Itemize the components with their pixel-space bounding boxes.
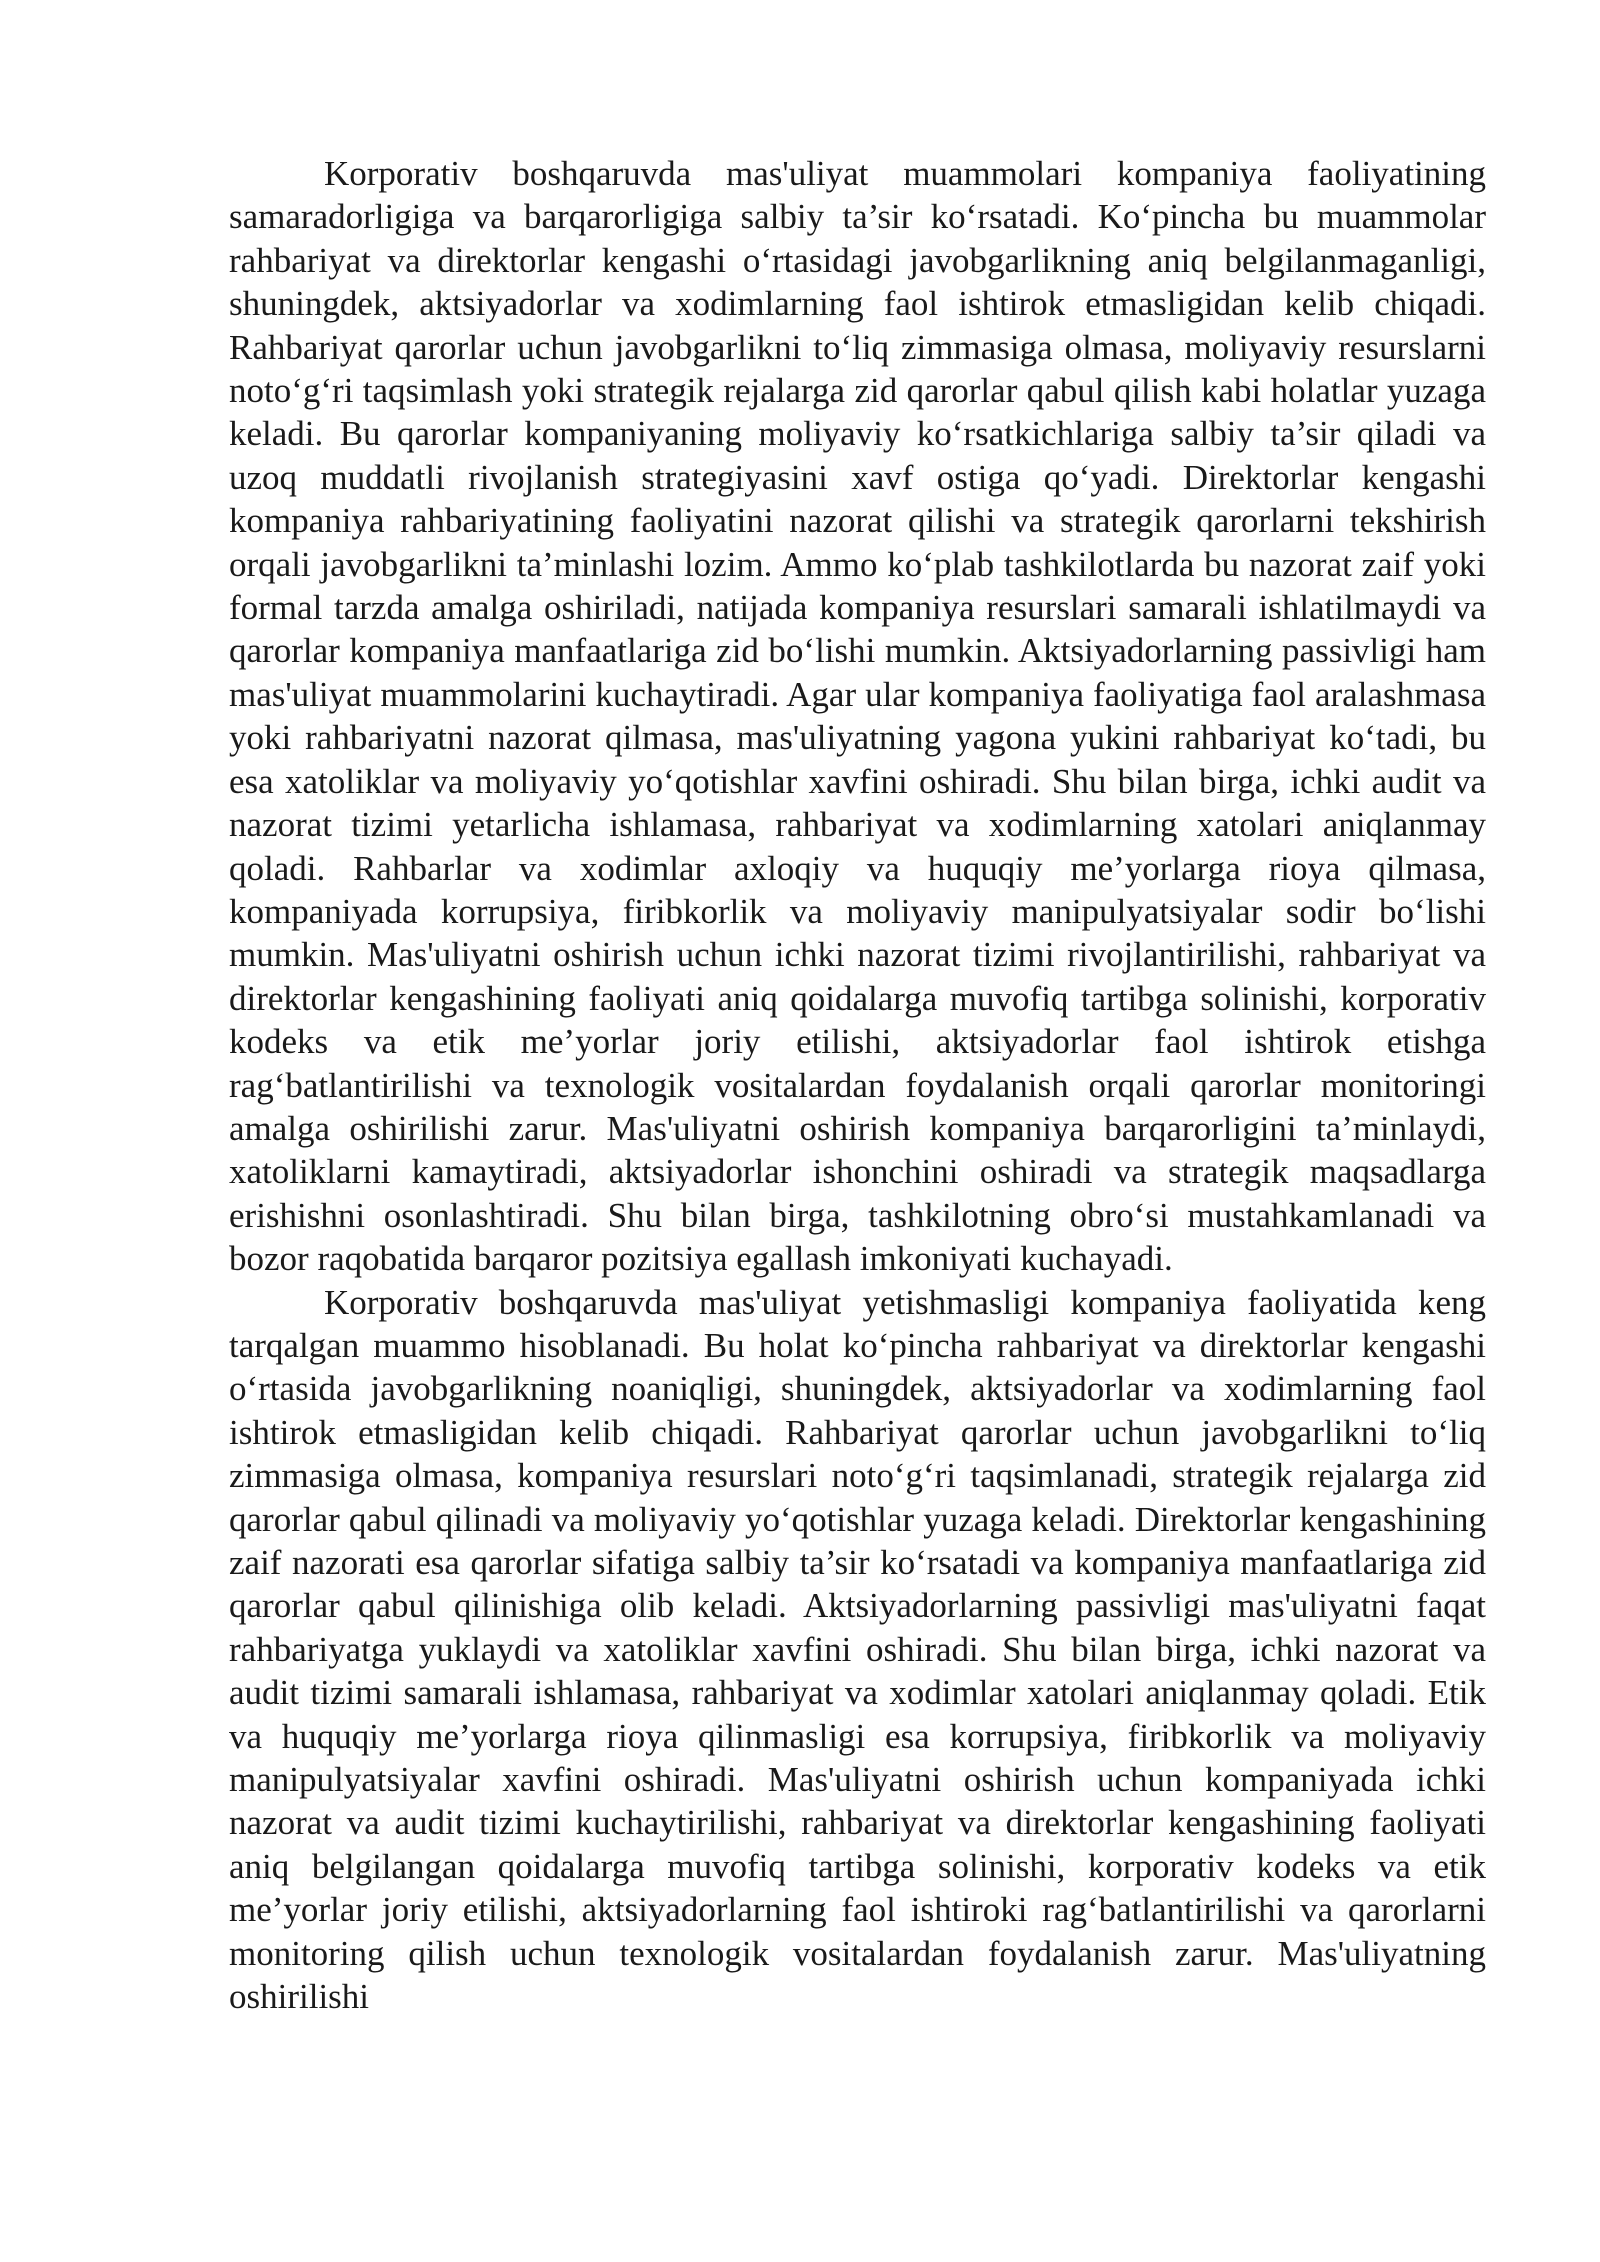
paragraph-1: Korporativ boshqaruvda mas'uliyat muammolari kompaniya faoliyatining samaradorligiga va barqarorligiga salbiy ta’sir ko‘rsatadi. Ko‘pincha bu muammolar rahbariyat va direktorlar kengashi o‘rtasidagi javobgarlikning aniq belgilanmaganligi, shuningdek, aktsiyadorlar va xodimlarning faol ishtirok etmasligidan kelib chiqadi. Rahbariyat qarorlar uchun javobgarlikni to‘liq zimmasiga olmasa, moliyaviy resurslarni noto‘g‘ri taqsimlash yoki strategik rejalarga zid qarorlar qabul qilish kabi holatlar yuzaga keladi. Bu qarorlar kompaniyaning moliyaviy ko‘rsatkichlariga salbiy ta’sir qiladi va uzoq muddatli rivojlanish strategiyasini xavf ostiga qo‘yadi. Direktorlar kengashi kompaniya rahbariyatining faoliyatini nazorat qilishi va strategik qarorlarni tekshirish orqali javobgarlikni ta’minlashi lozim. Ammo ko‘plab tashkilotlarda bu nazorat zaif yoki formal tarzda amalga oshiriladi, natijada kompaniya resurslari samarali ishlatilmaydi va qarorlar kompaniya manfaatlariga zid bo‘lishi mumkin. Aktsiyadorlarning passivligi ham mas'uliyat muammolarini kuchaytiradi. Agar ular kompaniya faoliyatiga faol aralashmasa yoki rahbariyatni nazorat qilmasa, mas'uliyatning yagona yukini rahbariyat ko‘tadi, bu esa xatoliklar va moliyaviy yo‘qotishlar xavfini oshiradi. Shu bilan birga, ichki audit va nazorat tizimi yetarlicha ishlamasa, rahbariyat va xodimlarning xatolari aniqlanmay qoladi. Rahbarlar va xodimlar axloqiy va huquqiy me’yorlarga rioya qilmasa, kompaniyada korrupsiya, firibkorlik va moliyaviy manipulyatsiyalar sodir bo‘lishi mumkin. Mas'uliyatni oshirish uchun ichki nazorat tizimi rivojlantirilishi, rahbariyat va direktorlar kengashining faoliyati aniq qoidalarga muvofiq tartibga solinishi, korporativ kodeks va etik me’yorlar joriy etilishi, aktsiyadorlar faol ishtirok etishga rag‘batlantirilishi va texnologik vositalardan foydalanish orqali qarorlar monitoringi amalga oshirilishi zarur. Mas'uliyatni oshirish kompaniya barqarorligini ta’minlaydi, xatoliklarni kamaytiradi, aktsiyadorlar ishonchini oshiradi va strategik maqsadlarga erishishni osonlashtiradi. Shu bilan birga, tashkilotning obro‘si mustahkamlanadi va bozor raqobatida barqaror pozitsiya egallash imkoniyati kuchayadi. bbox=[229, 154, 1486, 1279]
paragraph-2: Korporativ boshqaruvda mas'uliyat yetishmasligi kompaniya faoliyatida keng tarqalgan muammo hisoblanadi. Bu holat ko‘pincha rahbariyat va direktorlar kengashi o‘rtasida javobgarlikning noaniqligi, shuningdek, aktsiyadorlar va xodimlarning faol ishtirok etmasligidan kelib chiqadi. Rahbariyat qarorlar uchun javobgarlikni to‘liq zimmasiga olmasa, kompaniya resurslari noto‘g‘ri taqsimlanadi, strategik rejalarga zid qarorlar qabul qilinadi va moliyaviy yo‘qotishlar yuzaga keladi. Direktorlar kengashining zaif nazorati esa qarorlar sifatiga salbiy ta’sir ko‘rsatadi va kompaniya manfaatlariga zid qarorlar qabul qilinishiga olib keladi. Aktsiyadorlarning passivligi mas'uliyatni faqat rahbariyatga yuklaydi va xatoliklar xavfini oshiradi. Shu bilan birga, ichki nazorat va audit tizimi samarali ishlamasa, rahbariyat va xodimlar xatolari aniqlanmay qoladi. Etik va huquqiy me’yorlarga rioya qilinmasligi esa korrupsiya, firibkorlik va moliyaviy manipulyatsiyalar xavfini oshiradi. Mas'uliyatni oshirish uchun kompaniyada ichki nazorat va audit tizimi kuchaytirilishi, rahbariyat va direktorlar kengashining faoliyati aniq belgilangan qoidalarga muvofiq tartibga solinishi, korporativ kodeks va etik me’yorlar joriy etilishi, aktsiyadorlarning faol ishtiroki rag‘batlantirilishi va qarorlarni monitoring qilish uchun texnologik vositalardan foydalanish zarur. Mas'uliyatning oshirilishi bbox=[229, 1282, 1486, 2017]
body-text bbox=[229, 152, 1486, 2018]
